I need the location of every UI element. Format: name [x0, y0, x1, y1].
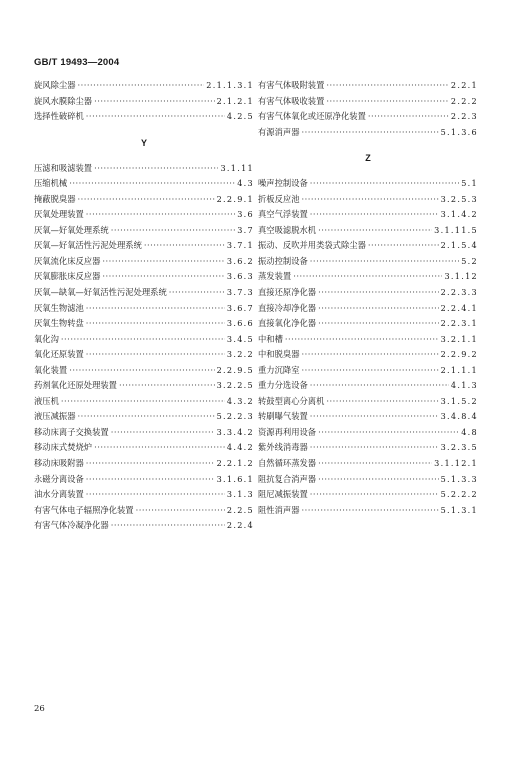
index-entry: 油水分离装置 ····· 3.1.3: [34, 487, 254, 503]
dot-leader: [61, 332, 225, 348]
index-entry: 有害气体冷凝净化器 ····· 2.2.4: [34, 518, 254, 534]
index-entry: 有源消声器 ····· 5.1.3.6: [258, 125, 478, 141]
dot-leader: [61, 394, 225, 410]
dot-leader: [86, 301, 225, 317]
dot-leader: [318, 425, 459, 441]
dot-leader: [86, 456, 215, 472]
dot-leader: [102, 269, 225, 285]
standard-code: GB/T 19493—2004: [34, 57, 120, 68]
section-letter-y: Y: [140, 137, 147, 148]
index-entry: 厌氧生物转盘 ····· 3.6.6: [34, 316, 254, 332]
index-entry: 压滤和吸滤装置 ····· 3.1.11: [34, 161, 254, 177]
index-entry: 厌氧—缺氧—好氧活性污泥处理系统 ····· 3.7.3: [34, 285, 254, 301]
dot-leader: [111, 425, 215, 441]
dot-leader: [169, 285, 225, 301]
index-entry: 有害气体氧化或还原净化装置 ····· 2.2.3: [258, 109, 478, 125]
dot-leader: [86, 109, 225, 125]
dot-leader: [326, 78, 449, 94]
index-entry: 药剂氧化还原处理装置 ····· 3.2.2.5: [34, 378, 254, 394]
dot-leader: [86, 472, 215, 488]
index-group-y-tail: [258, 78, 478, 140]
index-entry: 中和脱臭器 ····· 2.2.9.2: [258, 347, 478, 363]
index-entry: 厌氧—好氧处理系统 ····· 3.7: [34, 223, 254, 239]
page-number: 26: [34, 704, 45, 714]
index-entry: 阻尼减振装置 ····· 5.2.2.2: [258, 487, 478, 503]
index-entry: 重力分选设备 ····· 4.1.3: [258, 378, 478, 394]
dot-leader: [318, 223, 432, 239]
dot-leader: [302, 347, 439, 363]
index-entry: 资源再利用设备 ····· 4.8: [258, 425, 478, 441]
dot-leader: [318, 472, 438, 488]
index-entry: 有害气体电子辐照净化装置 ····· 2.2.5: [34, 503, 254, 519]
dot-leader: [310, 409, 439, 425]
dot-leader: [86, 487, 225, 503]
index-entry: 折板反应池 ····· 3.2.5.3: [258, 192, 478, 208]
index-entry: 阻抗复合消声器 ····· 5.1.3.3: [258, 472, 478, 488]
index-entry: 氧化沟 ····· 3.4.5: [34, 332, 254, 348]
index-entry: 厌氧膨胀床反应器 ····· 3.6.3: [34, 269, 254, 285]
dot-leader: [119, 378, 215, 394]
index-entry: 直接冷却净化器 ····· 2.2.4.1: [258, 301, 478, 317]
section-letter-z: Z: [365, 153, 371, 164]
dot-leader: [94, 161, 218, 177]
index-entry: 掩蔽脱臭器 ····· 2.2.9.1: [34, 192, 254, 208]
index-group-y: [34, 161, 254, 534]
dot-leader: [310, 378, 449, 394]
dot-leader: [78, 78, 205, 94]
index-entry: 厌氧生物滤池 ····· 3.6.7: [34, 301, 254, 317]
index-entry: 移动床吸附器 ····· 2.2.1.2: [34, 456, 254, 472]
index-entry: 厌氧流化床反应器 ····· 3.6.2: [34, 254, 254, 270]
dot-leader: [136, 503, 225, 519]
index-entry: 厌氧处理装置 ····· 3.6: [34, 207, 254, 223]
index-entry: 蒸发装置 ····· 3.1.12: [258, 269, 478, 285]
dot-leader: [111, 223, 236, 239]
dot-leader: [302, 125, 439, 141]
index-entry: 液压机 ····· 4.3.2: [34, 394, 254, 410]
index-entry: 自然循环蒸发器 ····· 3.1.12.1: [258, 456, 478, 472]
index-entry: 直接还原净化器 ····· 2.2.3.3: [258, 285, 478, 301]
index-entry: 中和槽 ····· 3.2.1.1: [258, 332, 478, 348]
index-entry: 振动控制设备 ····· 5.2: [258, 254, 478, 270]
index-entry: 转鼓型离心分离机 ····· 3.1.5.2: [258, 394, 478, 410]
dot-leader: [69, 176, 235, 192]
dot-leader: [310, 440, 439, 456]
dot-leader: [318, 456, 432, 472]
index-entry: 阻性消声器 ····· 5.1.3.1: [258, 503, 478, 519]
dot-leader: [318, 301, 438, 317]
index-entry: 真空吸滤脱水机 ····· 3.1.11.5: [258, 223, 478, 239]
index-entry: 氧化还原装置 ····· 3.2.2: [34, 347, 254, 363]
index-entry: 直接氧化净化器 ····· 2.2.3.1: [258, 316, 478, 332]
index-entry: 氧化装置 ····· 2.2.9.5: [34, 363, 254, 379]
dot-leader: [326, 94, 449, 110]
index-entry: 压缩机械 ····· 4.3: [34, 176, 254, 192]
index-entry: 移动床离子交换装置 ····· 3.3.4.2: [34, 425, 254, 441]
dot-leader: [318, 316, 438, 332]
dot-leader: [78, 192, 215, 208]
index-entry: 噪声控制设备 ····· 5.1: [258, 176, 478, 192]
index-entry: 重力沉降室 ····· 2.1.1.1: [258, 363, 478, 379]
index-entry: 有害气体吸附装置 ····· 2.2.1: [258, 78, 478, 94]
index-entry: 移动床式焚烧炉 ····· 4.4.2: [34, 440, 254, 456]
dot-leader: [94, 440, 225, 456]
index-entry: 紫外线消毒器 ····· 3.2.3.5: [258, 440, 478, 456]
dot-leader: [368, 109, 449, 125]
dot-leader: [302, 503, 439, 519]
dot-leader: [310, 176, 459, 192]
index-entry: 有害气体吸收装置 ····· 2.2.2: [258, 94, 478, 110]
dot-leader: [318, 285, 438, 301]
index-entry: 厌氧—好氧活性污泥处理系统 ····· 3.7.1: [34, 238, 254, 254]
dot-leader: [86, 347, 225, 363]
index-entry: 永磁分离设备 ····· 3.1.6.1: [34, 472, 254, 488]
dot-leader: [310, 254, 459, 270]
index-group-x-tail: [34, 78, 254, 125]
index-entry: 旋风除尘器 ····· 2.1.1.3.1: [34, 78, 254, 94]
page-header: [34, 57, 119, 68]
dot-leader: [69, 363, 214, 379]
dot-leader: [94, 94, 214, 110]
dot-leader: [86, 316, 225, 332]
dot-leader: [285, 332, 439, 348]
index-group-z: [258, 176, 478, 518]
dot-leader: [293, 269, 442, 285]
index-entry: 液压减振器 ····· 5.2.2.3: [34, 409, 254, 425]
dot-leader: [102, 254, 225, 270]
dot-leader: [326, 394, 438, 410]
dot-leader: [368, 238, 439, 254]
index-entry: 振动、反吹并用类袋式除尘器 ····· 2.1.5.4: [258, 238, 478, 254]
index-column-left: [34, 78, 254, 534]
index-entry: 旋风水膜除尘器 ····· 2.1.2.1: [34, 94, 254, 110]
dot-leader: [302, 363, 439, 379]
dot-leader: [302, 192, 439, 208]
index-entry: 真空气浮装置 ····· 3.1.4.2: [258, 207, 478, 223]
index-entry: 选择性破碎机 ····· 4.2.5: [34, 109, 254, 125]
dot-leader: [111, 518, 225, 534]
dot-leader: [310, 207, 439, 223]
dot-leader: [78, 409, 215, 425]
index-entry: 转刷曝气装置 ····· 3.4.8.4: [258, 409, 478, 425]
index-column-right: [258, 78, 478, 518]
dot-leader: [86, 207, 235, 223]
dot-leader: [144, 238, 225, 254]
dot-leader: [310, 487, 439, 503]
